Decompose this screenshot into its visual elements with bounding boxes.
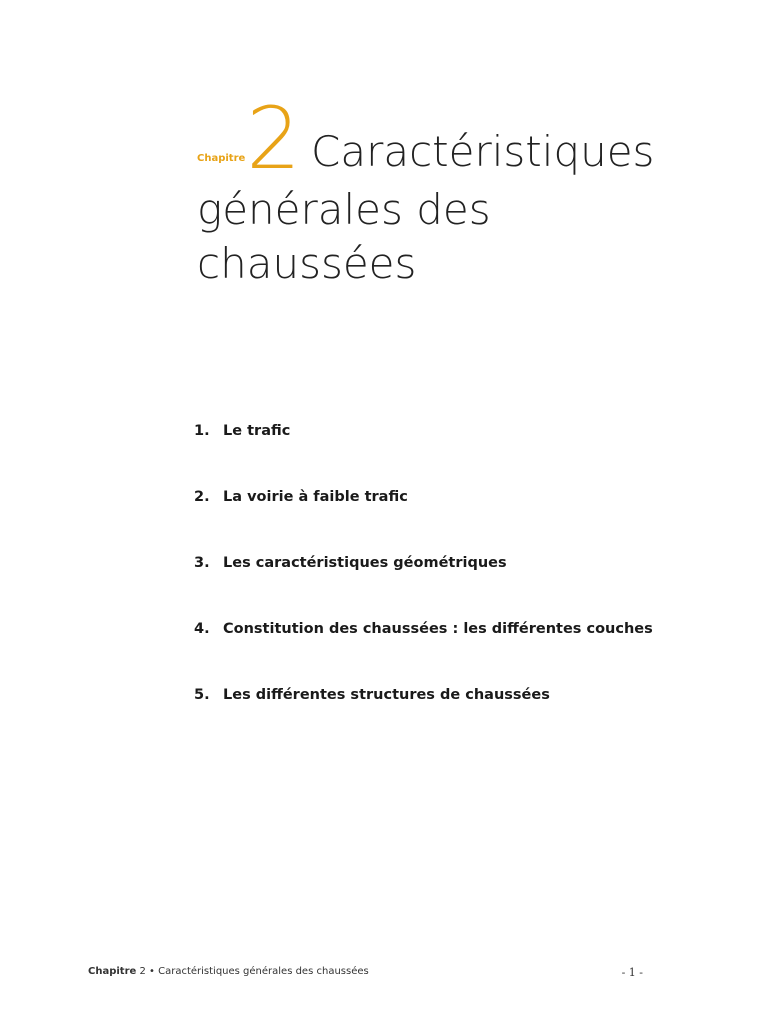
toc-item [194,684,754,706]
toc-item [194,618,754,640]
toc-item-number: 3. [194,555,210,571]
toc-item-text: Le trafic [223,423,291,439]
toc-item-number: 2. [194,489,210,505]
toc-item [194,552,754,574]
chapter-title-line-2: générales des [197,185,491,234]
toc-item [194,486,754,508]
toc-item-number: 1. [194,423,210,439]
page-footer [88,966,643,979]
chapter-title-line-1: Caractéristiques [311,127,655,176]
chapter-heading [197,89,757,290]
chapter-number: 2 [246,89,302,189]
footer-chapter-title: 2 • Caractéristiques générales des chaussées [136,966,369,977]
chapter-title-line-3: chaussées [197,239,417,288]
page-number: - 1 - [621,966,643,979]
toc-item-text: Les différentes structures de chaussées [223,687,550,703]
toc-item-text: Constitution des chaussées : les différentes couches [223,621,653,637]
toc-item [194,420,754,442]
toc-item-number: 4. [194,621,210,637]
chapter-heading-first-line [197,89,757,189]
toc-item-text: Les caractéristiques géométriques [223,555,507,571]
chapter-label: Chapitre [197,153,246,164]
table-of-contents [194,420,754,750]
footer-chapter-reference [88,966,369,979]
toc-item-number: 5. [194,687,210,703]
toc-item-text: La voirie à faible trafic [223,489,408,505]
footer-chapter-word: Chapitre [88,966,137,977]
chapter-title-continuation [197,182,757,290]
